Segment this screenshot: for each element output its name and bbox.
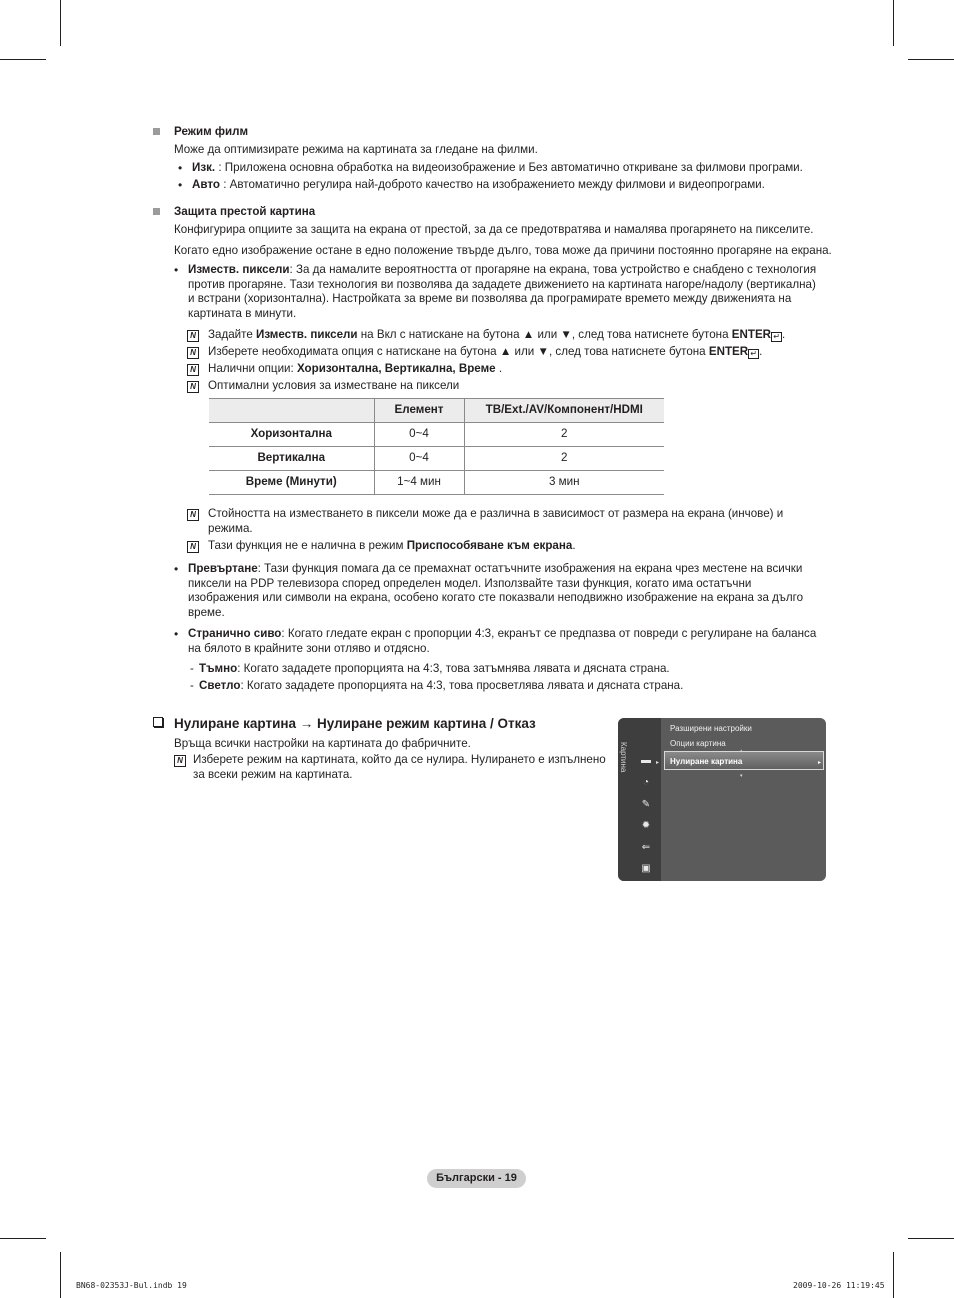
bullet-icon: • <box>174 562 179 576</box>
crop-mark <box>893 1252 894 1298</box>
dash-icon: - <box>190 679 194 692</box>
table-header-cell: Елемент <box>374 399 464 423</box>
side-gray-light: Светло: Когато зададете пропорцията на 4:3, това просветлява лявата и дясната страна. <box>199 679 684 692</box>
page-number-badge: Български - 19 <box>427 1169 526 1188</box>
arrow-right-icon: ▸ <box>656 760 660 766</box>
note-icon: N <box>187 381 199 393</box>
note-available-options: Налични опции: Хоризонтална, Вертикална, Време . <box>208 362 503 375</box>
crop-mark <box>60 1252 61 1298</box>
osd-menu-title: Картина <box>619 742 628 773</box>
note-icon: N <box>187 330 199 342</box>
reset-note: Изберете режим на картината, който да се нулира. Нулирането е изпълнено за всеки режим на картината. <box>193 753 606 781</box>
osd-item-reset[interactable]: Нулиране картина <box>670 757 743 766</box>
table-row <box>209 447 664 471</box>
note-icon: N <box>174 755 186 767</box>
osd-item-advanced[interactable]: Разширени настройки <box>670 724 752 733</box>
pixel-shift-table <box>209 398 664 495</box>
note-select-option: Изберете необходимата опция с натискане на бутона ▲ или ▼, след това натиснете бутона ENTER ↵ . <box>208 345 763 358</box>
osd-menu <box>618 718 826 881</box>
note-icon: N <box>187 541 199 553</box>
table-cell: 0~4 <box>374 447 464 471</box>
table-cell: 1~4 мин <box>374 471 464 495</box>
table-cell: 2 <box>464 447 664 471</box>
application-icon[interactable]: ▣ <box>641 863 651 874</box>
table-row <box>209 471 664 495</box>
square-bullet-icon <box>153 128 160 135</box>
crop-mark <box>0 1238 46 1239</box>
sound-icon[interactable]: ◔ <box>642 777 650 788</box>
crop-mark <box>908 59 954 60</box>
note-icon: N <box>187 347 199 359</box>
bullet-icon: • <box>174 263 179 277</box>
reset-desc: Връща всички настройки на картината до фабричните. <box>174 737 471 750</box>
table-cell: 3 мин <box>464 471 664 495</box>
note-set-pixel-shift: Задайте Изместв. пиксели на Вкл с натискане на бутона ▲ или ▼, след това натиснете бутона ENTER ↵ . <box>208 328 786 341</box>
square-bullet-icon <box>153 208 160 215</box>
dash-icon: - <box>190 662 194 675</box>
bullet-icon: • <box>178 161 183 175</box>
table-row <box>209 423 664 447</box>
checkbox-icon <box>153 717 163 727</box>
arrow-right-icon: ▸ <box>818 760 822 766</box>
osd-item-options[interactable]: Опции картина <box>670 739 726 748</box>
table-cell: Вертикална <box>209 447 374 471</box>
film-item-off: Изк. : Приложена основна обработка на видеоизображение и Без автоматично откриване за филмови програми. <box>192 161 803 174</box>
crop-mark <box>908 1238 954 1239</box>
file-slug: BN68-02353J-Bul.indb 19 <box>76 1281 187 1290</box>
film-item-auto: Авто : Автоматично регулира най-доброто качество на изображението между филмови и видеопрограми. <box>192 178 765 191</box>
table-cell: 2 <box>464 423 664 447</box>
note-icon: N <box>187 509 199 521</box>
table-cell: 0~4 <box>374 423 464 447</box>
table-cell: Хоризонтална <box>209 423 374 447</box>
table-header-cell <box>209 399 374 423</box>
crop-mark <box>0 59 46 60</box>
pixel-shift-text: Изместв. пиксели: За да намалите вероятността от прогаряне на екрана, това устройство е снабдено с технология против прогаряне. Тази технология ви позволява да зададете движението на картината нагоре/надолу (вертикална) и встрани (хоризонтална). Настройката за време ви позволява да програмирате времето между движенията на картината в минути. <box>188 263 817 320</box>
bullet-icon: • <box>178 178 183 192</box>
burn-desc-2: Когато едно изображение остане в едно положение твърде дълго, това може да причини постоянно прогаряне на екрана. <box>174 244 832 257</box>
channel-icon[interactable]: ✎ <box>641 799 651 810</box>
film-heading: Режим филм <box>174 125 249 138</box>
note-optimal-conditions: Оптимални условия за изместване на пиксели <box>208 379 460 392</box>
bullet-icon: • <box>174 627 179 641</box>
table-header-cell: ТВ/Ext./AV/Компонент/HDMI <box>464 399 664 423</box>
input-icon[interactable]: ⇐ <box>641 842 651 853</box>
enter-icon: ↵ <box>748 349 759 359</box>
burn-heading: Защита престой картина <box>174 205 316 218</box>
note-shift-value: Стойността на изместването в пиксели може да е различна в зависимост от размера на екрана (инчове) и режима. <box>208 507 784 535</box>
note-not-available: Тази функция не е налична в режим Приспособяване към екрана. <box>208 539 576 552</box>
side-gray-dark: Тъмно: Когато зададете пропорцията на 4:3, това затъмнява лявата и дясната страна. <box>199 662 670 675</box>
inverse-text: Превъртане: Тази функция помага да се премахнат остатъчните изображения на екрана чрез местене на всички пиксели на PDP телевизора според определен модел. Използвайте тази функция, когато има остатъчни изображения или символи на екрана, особено когато сте показвали неподвижно изображение на екрана за дълго време. <box>188 562 804 619</box>
table-header-row <box>209 399 664 423</box>
enter-icon: ↵ <box>771 332 782 342</box>
burn-desc-1: Конфигурира опциите за защита на екрана от престой, за да се предотвратява и намалява прогарянето на пикселите. <box>174 223 814 236</box>
setup-icon[interactable]: ✹ <box>641 820 651 831</box>
side-gray-text: Странично сиво: Когато гледате екран с пропорции 4:3, екранът се предпазва от повреди с регулиране на баланса на бялото в крайните зони отляво и отдясно. <box>188 627 817 655</box>
picture-icon[interactable]: ▬ <box>641 755 651 766</box>
crop-mark <box>60 0 61 46</box>
reset-heading: Нулиране картина → Нулиране режим картина / Отказ <box>174 716 536 731</box>
print-timestamp: 2009-10-26 11:19:45 <box>793 1281 885 1290</box>
arrow-down-icon: ▾ <box>740 773 743 779</box>
note-icon: N <box>187 364 199 376</box>
table-cell: Време (Минути) <box>209 471 374 495</box>
crop-mark <box>893 0 894 46</box>
film-desc: Може да оптимизирате режима на картината за гледане на филми. <box>174 143 538 156</box>
